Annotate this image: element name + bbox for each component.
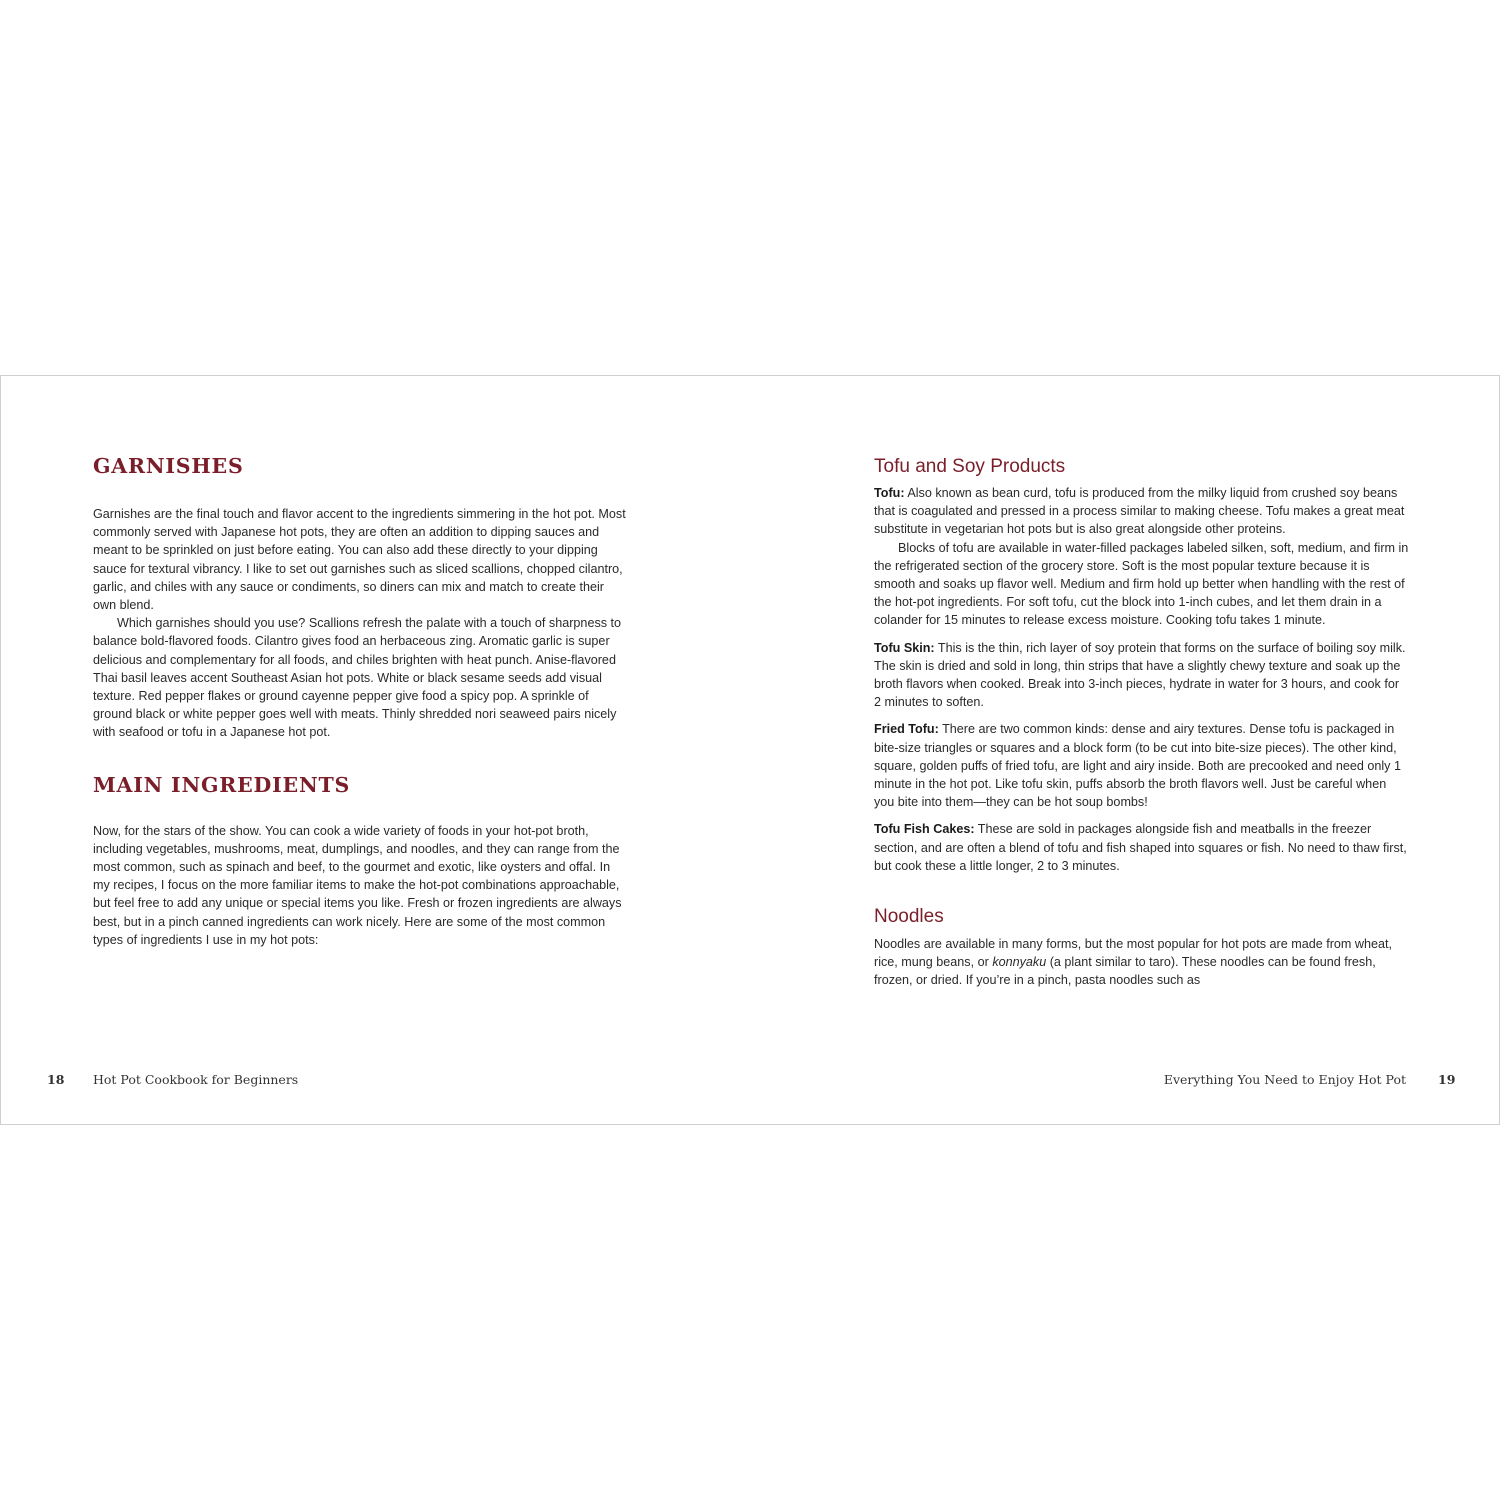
noodles-text-after: (a plant similar to taro). These noodles can be found fresh, frozen, or dried. If you’re in a pinch, pasta noodles such as [874, 955, 1376, 988]
tofu-entry [874, 484, 1409, 539]
tofu-continuation: Blocks of tofu are available in water-filled packages labeled silken, soft, medium, and firm in the refrigerated section of the grocery store. Soft is the most popular texture because it is smooth and soaks up flavor well. Medium and firm hold up better when handling with the rest of the hot-pot ingredients. For soft tofu, cut the block into 1-inch cubes, and let them drain in a colander for 15 minutes to release excess moisture. Cooking tofu takes 1 minute. [874, 540, 1409, 628]
tofu-skin-text: This is the thin, rich layer of soy protein that forms on the surface of boiling soy milk. The skin is dried and sold in long, thin strips that have a slightly chewy texture and soak up the broth flavors when cooked. Break into 3-inch pieces, hydrate in water for 3 hours, and cook for 2 minutes to soften. [874, 640, 1406, 710]
tofu-text: Also known as bean curd, tofu is produced from the milky liquid from crushed soy beans that is coagulated and pressed in a process similar to making cheese. Tofu makes a great meat substitute in vegetarian hot pots but is also great alongside other proteins. [874, 486, 1405, 537]
garnishes-paragraph-2: Which garnishes should you use? Scallions refresh the palate with a touch of sharpness to balance bold-flavored foods. Cilantro gives food an herbaceous zing. Aromatic garlic is super delicious and complementary for all foods, and chiles brighten with heat punch. Anise-flavored Thai basil leaves accent Southeast Asian hot pots. White or black sesame seeds add visual texture. Red pepper flakes or ground cayenne pepper give food a spicy pop. A sprinkle of ground black or white pepper goes well with meats. Thinly shredded nori seaweed pairs nicely with seafood or tofu in a Japanese hot pot. [93, 616, 622, 740]
main-ingredients-paragraph: Now, for the stars of the show. You can cook a wide variety of foods in your hot-pot broth, including vegetables, mushrooms, meat, dumplings, and noodles, and they can range from the most common, such as spinach and beef, to the gourmet and exotic, like oysters and offal. In my recipes, I focus on the more familiar items to make the hot-pot combinations approachable, but feel free to add any unique or special items you like. Fresh or frozen ingredients are always best, but in a pinch canned ingredients can work nicely. Here are some of the most common types of ingredients I use in my hot pots: [93, 823, 622, 947]
fried-tofu-text: There are two common kinds: dense and airy textures. Dense tofu is packaged in bite-size triangles or squares and a block form (to be cut into bite-size pieces). The other kind, square, golden puffs of fried tofu, are light and airy inside. Both are precooked and need only 1 minute in the hot pot. Like tofu skin, puffs absorb the broth flavors well. Just be careful when you bite into them—they can be hot soup bombs! [874, 722, 1401, 810]
right-page-number: 19 [1438, 1072, 1456, 1087]
noodles-body [874, 935, 1409, 990]
noodles-heading: Noodles [874, 906, 944, 928]
noodles-paragraph [874, 935, 1409, 990]
tofu-fish-cakes-entry [874, 820, 1409, 875]
tofu-soy-heading: Tofu and Soy Products [874, 456, 1066, 477]
fried-tofu-term: Fried Tofu: [874, 722, 939, 737]
tofu-section-body [874, 484, 1409, 875]
garnishes-body [93, 505, 628, 742]
right-page-content [874, 455, 1409, 990]
garnishes-heading: GARNISHES [93, 454, 244, 478]
main-ingredients-body [93, 822, 628, 949]
right-running-title: Everything You Need to Enjoy Hot Pot [1163, 1072, 1406, 1087]
fried-tofu-entry [874, 720, 1409, 811]
tofu-fish-cakes-term: Tofu Fish Cakes: [874, 822, 975, 837]
main-ingredients-heading: MAIN INGREDIENTS [93, 772, 351, 797]
tofu-skin-entry [874, 639, 1409, 712]
tofu-term: Tofu: [874, 486, 905, 500]
noodles-text-before: Noodles are available in many forms, but the most popular for hot pots are made from wheat, rice, mung beans, or [874, 937, 1393, 970]
left-page-content [93, 453, 628, 949]
tofu-skin-term: Tofu Skin: [874, 640, 935, 655]
noodles-italic-term: konnyaku [992, 955, 1047, 970]
left-running-title: Hot Pot Cookbook for Beginners [93, 1072, 299, 1087]
garnishes-paragraph-1: Garnishes are the final touch and flavor accent to the ingredients simmering in the hot pot. Most commonly served with Japanese hot pots, they are often an addition to dipping sauces and meant to be sprinkled on just before eating. You can also add these directly to your dipping sauce for textural vibrancy. I like to set out garnishes such as sliced scallions, chopped cilantro, garlic, and chiles with any sauce or condiments, so diners can mix and match to create their own blend. [93, 507, 626, 613]
left-page-number: 18 [47, 1072, 65, 1087]
tofu-fish-cakes-text: These are sold in packages alongside fish and meatballs in the freezer section, and are often a blend of tofu and fish shaped into squares or fish. No need to thaw first, but cook these a little longer, 2 to 3 minutes. [874, 822, 1407, 873]
